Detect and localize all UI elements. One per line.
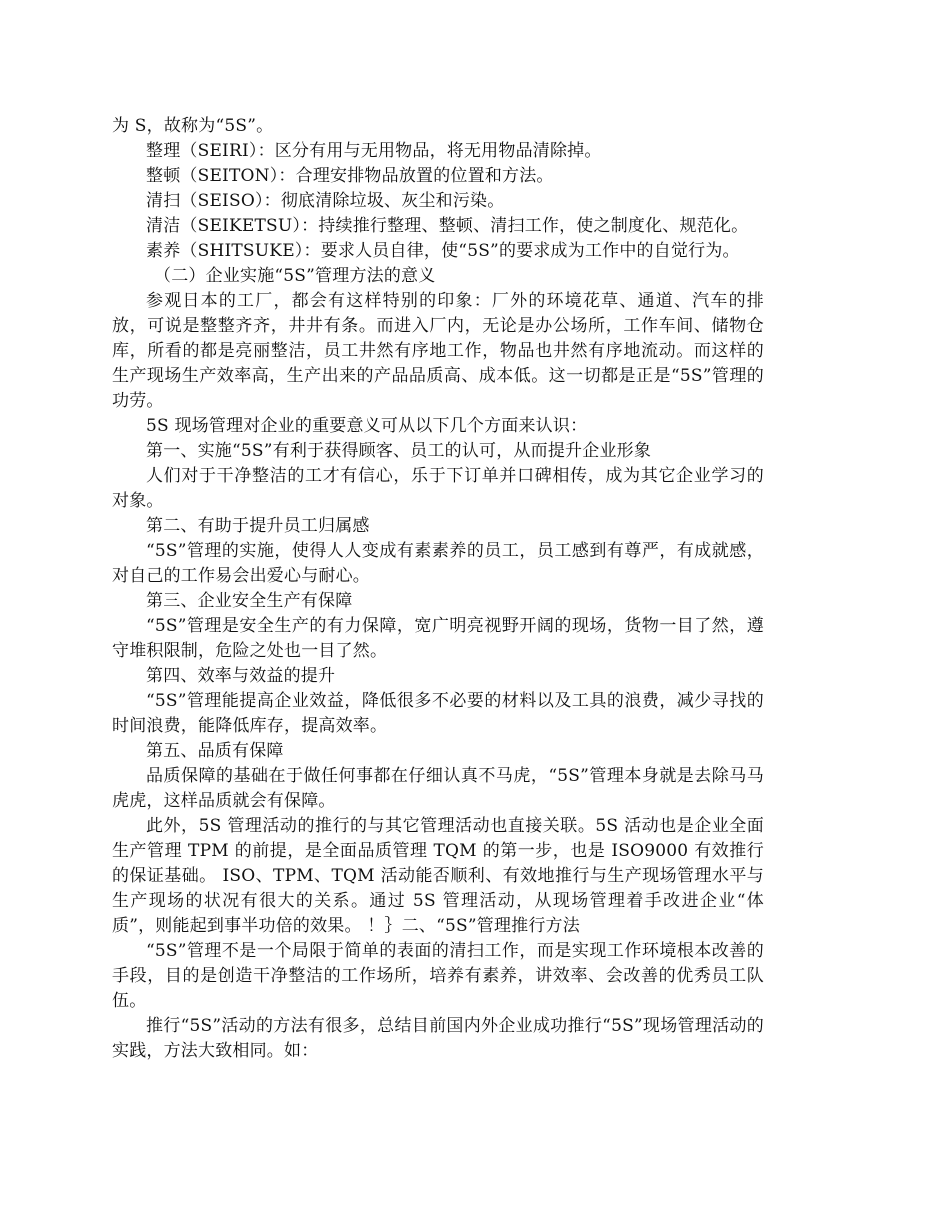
paragraph-not-simple-cleaning: “5S”管理不是一个局限于简单的表面的清扫工作，而是实现工作环境根本改善的手段，目的是创造干净整洁的工作场所，培养有素养，讲效率、会改善的优秀员工队伍。 xyxy=(112,941,764,1011)
paragraph-japan-factory: 参观日本的工厂，都会有这样特别的印象：厂外的环境花草、通道、汽车的排放，可说是整整齐齐，井井有条。而进入厂内，无论是办公场所，工作车间、储物仓库，所看的都是亮丽整洁，员工井然有序地工作，物品也井然有序地流动。而这样的生产现场生产效率高，生产出来的产品品质高、成本低。这一切都是正是“5S”管理的功劳。 xyxy=(112,291,764,411)
paragraph-point-1: 人们对于干净整洁的工才有信心，乐于下订单并口碑相传，成为其它企业学习的对象。 xyxy=(112,466,764,511)
paragraph-continuation: 为 S，故称为“5S”。 xyxy=(112,116,274,136)
paragraph-seiso: 清扫（SEISO）：彻底清除垃圾、灰尘和污染。 xyxy=(146,191,505,211)
point-heading-3: 第三、企业安全生产有保障 xyxy=(146,591,353,611)
paragraph-seiketsu: 清洁（SEIKETSU）：持续推行整理、整顿、清扫工作，使之制度化、规范化。 xyxy=(146,216,749,236)
point-heading-1: 第一、实施“5S”有利于获得顾客、员工的认可，从而提升企业形象 xyxy=(146,441,652,461)
paragraph-point-4: “5S”管理能提高企业效益，降低很多不必要的材料以及工具的浪费，减少寻找的时间浪费，能降低库存，提高效率。 xyxy=(112,691,764,736)
section-heading-significance: （二）企业实施“5S”管理方法的意义 xyxy=(154,266,436,286)
paragraph-seiri: 整理（SEIRI）：区分有用与无用物品，将无用物品清除掉。 xyxy=(146,141,602,161)
paragraph-related-activities: 此外，5S 管理活动的推行的与其它管理活动也直接关联。5S 活动也是企业全面生产管理 TPM 的前提，是全面品质管理 TQM 的第一步，也是 ISO9000 有效推行的保证基础。 ISO、TPM、TQM 活动能否顺利、有效地推行与生产现场管理水平与生产现场的状况有很大的关系。通过 5S 管理活动，从现场管理着手改进企业“体质”，则能起到事半功倍的效果。 ！｝二、“5S”管理推行方法 xyxy=(112,816,764,936)
point-heading-4: 第四、效率与效益的提升 xyxy=(146,666,336,686)
paragraph-methods-intro: 推行“5S”活动的方法有很多，总结目前国内外企业成功推行“5S”现场管理活动的实践，方法大致相同。如： xyxy=(112,1016,764,1061)
paragraph-point-2: “5S”管理的实施，使得人人变成有素素养的员工，员工感到有尊严，有成就感，对自己的工作易会出爱心与耐心。 xyxy=(112,541,764,586)
paragraph-seiton: 整顿（SEITON）：合理安排物品放置的位置和方法。 xyxy=(146,166,554,186)
point-heading-5: 第五、品质有保障 xyxy=(146,741,284,761)
paragraph-point-5: 品质保障的基础在于做任何事都在仔细认真不马虎，“5S”管理本身就是去除马马虎虎，这样品质就会有保障。 xyxy=(112,766,764,811)
paragraph-importance-intro: 5S 现场管理对企业的重要意义可从以下几个方面来认识： xyxy=(146,416,588,436)
point-heading-2: 第二、有助于提升员工归属感 xyxy=(146,516,370,536)
paragraph-point-3: “5S”管理是安全生产的有力保障，宽广明亮视野开阔的现场，货物一目了然，遵守堆积限制，危险之处也一目了然。 xyxy=(112,616,764,661)
document-body xyxy=(112,114,764,1064)
paragraph-shitsuke: 素养（SHITSUKE）：要求人员自律，使“5S”的要求成为工作中的自觉行为。 xyxy=(146,241,740,261)
